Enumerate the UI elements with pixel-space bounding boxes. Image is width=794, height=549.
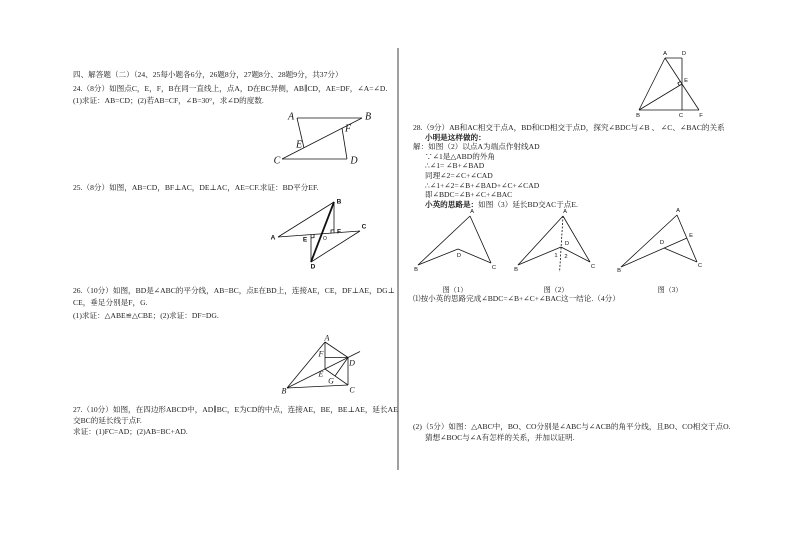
point-label-a: A	[663, 51, 667, 57]
point-label-a: A	[270, 234, 276, 242]
figure-q28-3	[617, 208, 702, 294]
point-label-b: B	[281, 386, 287, 396]
point-label-c: C	[678, 113, 684, 119]
segment-bc	[287, 385, 348, 388]
q28-xiaoying-heading: 小英的思路是：	[425, 200, 479, 209]
segment-ad	[325, 342, 348, 358]
q26-line-3: (1)求证：△ABE≌△CBE；(2)求证：DF=DG.	[73, 311, 219, 320]
figure-q28-1	[414, 209, 496, 294]
figure-caption-1: 图（1）	[442, 286, 468, 294]
ray-ad	[560, 216, 563, 272]
point-label-d: D	[564, 241, 570, 247]
point-label-a: A	[563, 209, 567, 215]
q26-line-2: CE，垂足分别是F，G.	[73, 298, 148, 307]
point-label-d: D	[350, 155, 358, 167]
segment-be	[621, 238, 687, 267]
point-label-c: C	[590, 264, 596, 270]
point-label-c: C	[697, 263, 703, 269]
point-label-g: G	[328, 376, 334, 386]
point-label-d: D	[456, 253, 462, 259]
segment-bd	[311, 202, 334, 262]
q24-line-1: 24.（8分）如图点C，E，F，B在同一直线上，点A，D在BC异侧，AB∥CD，AE=DF，∠A=∠D.	[73, 84, 388, 93]
q25-line-1: 25.（8分）如图，AB=CD，BF⊥AC，DE⊥AC，AE=CF.求证：BD平分EF.	[73, 183, 319, 192]
point-label-f: F	[699, 113, 703, 119]
figure-caption-2: 图（2）	[543, 286, 569, 294]
q28-xiaoying-text: 如图（3）延长BD交AC于点E.	[478, 200, 578, 209]
point-label-b: B	[617, 268, 621, 274]
figure-caption-3: 图（3）	[657, 286, 683, 294]
point-label-a: A	[287, 111, 295, 123]
q28-part-2-line-1: (2)（5分）如图：△ABC中，BO、CO分别是∠ABC与∠ACB的角平分线，且BO、CO相交于点O.	[413, 422, 731, 431]
point-label-c: C	[361, 223, 367, 231]
segment-bd	[418, 249, 458, 265]
point-label-b: B	[336, 198, 342, 206]
q28-solution-line-1: 解：如图（2）以点A为端点作射线AD	[413, 142, 540, 151]
segment-ac	[278, 228, 360, 237]
angle-label-2: 2	[564, 254, 568, 260]
angle-label-1: 1	[554, 253, 558, 259]
q28-xiaoming-heading: 小明是这样做的：	[425, 133, 486, 142]
point-label-c: C	[349, 385, 355, 395]
point-label-d: D	[681, 51, 687, 57]
q28-solution-line-2: ∵∠1是△ABD的外角	[425, 152, 496, 161]
point-label-b: B	[514, 267, 518, 273]
figure-q24	[274, 112, 371, 167]
q27-line-2: 交BC的延长线于点F.	[73, 416, 142, 425]
point-label-e: E	[295, 139, 303, 151]
q28-part-1: ⑴按小英的思路完成∠BDC=∠B+∠C+∠BAC这一结论.（4分）	[413, 294, 620, 303]
figure-q27	[636, 51, 703, 119]
point-label-a: A	[676, 208, 680, 214]
figure-q25	[271, 199, 367, 271]
point-label-b: B	[636, 113, 640, 119]
q26-line-1: 26.（10分）如图，BD是∠ABC的平分线，AB=BC，点E在BD上，连接AE，CE，DF⊥AE，DG⊥	[73, 286, 395, 295]
point-label-b: B	[364, 111, 372, 123]
point-label-a: A	[470, 209, 474, 215]
ray-bd	[287, 349, 360, 389]
point-label-d: D	[659, 240, 665, 246]
point-label-b: B	[414, 267, 418, 273]
q28-solution-line-5: ∴∠1+∠2=∠B+∠BAD+∠C+∠CAD	[425, 181, 540, 190]
segment-ab	[418, 216, 470, 265]
point-label-f: F	[337, 228, 341, 236]
point-label-f: F	[344, 123, 352, 135]
q28-part-2-line-2: 猜想∠BOC与∠A有怎样的关系，并加以证明.	[425, 433, 575, 442]
point-label-c: C	[273, 155, 281, 167]
point-label-e: E	[302, 236, 308, 244]
segment-cd	[311, 228, 360, 262]
point-label-e: E	[689, 233, 693, 239]
point-label-a: A	[324, 333, 330, 343]
point-label-e: E	[318, 369, 324, 379]
q24-line-2: (1)求证：AB=CD；(2)若AB=CF，∠B=30°，求∠D的度数.	[73, 96, 264, 105]
segment-ab	[278, 202, 334, 237]
segment-ac	[470, 216, 491, 263]
q28-solution-line-6: 即∠BDC=∠B+∠C+∠BAC	[425, 190, 513, 199]
section-title: 四、解答题（二）（24、25每小题各6分，26题8分，27题8分、28题9分，共37分）	[73, 70, 343, 79]
q27-line-1: 27.（10分）如图，在四边形ABCD中，AD∥BC，E为CD的中点，连接AE，BE，BE⊥AE，延长AE	[73, 405, 398, 414]
segment-ab	[621, 215, 677, 267]
q27-line-3: 求证：(1)FC=AD；(2)AB=BC+AD.	[73, 427, 188, 436]
point-label-o: O	[323, 236, 327, 242]
segment-dg	[335, 358, 348, 377]
figure-q28-2	[514, 209, 595, 294]
point-label-d: D	[310, 263, 316, 271]
point-label-e: E	[684, 78, 688, 84]
point-label-c: C	[491, 265, 497, 271]
q28-solution-line-4: 同理∠2=∠C+∠CAD	[425, 171, 493, 180]
figure-q26	[282, 334, 360, 396]
q28-stem: 28.（9分）AB和AC相交于点A，BD和CD相交于点D，探究∠BDC与∠B 、 ∠C、∠BAC的关系	[413, 123, 725, 132]
point-label-f: F	[318, 349, 324, 359]
point-label-d: D	[349, 358, 355, 368]
q28-solution-line-3: ∴∠1= ∠B+∠BAD	[425, 161, 485, 170]
